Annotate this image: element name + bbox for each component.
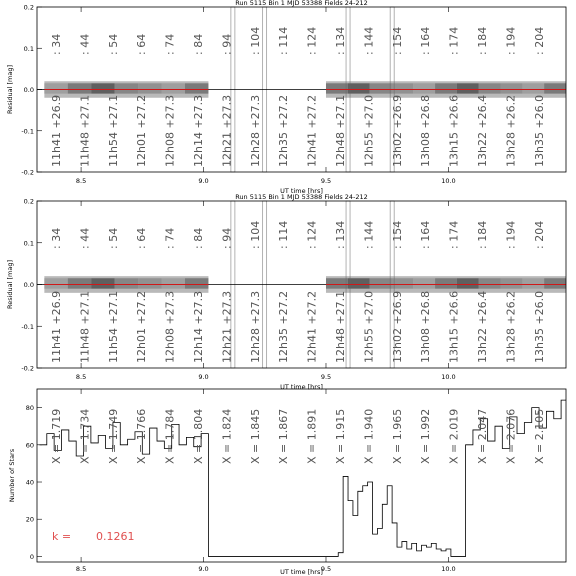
residual-middle-coverage-cell (162, 278, 185, 288)
residual-middle-coord-label: 13h22 +26.4 (476, 290, 489, 363)
residual-middle-field-label: : 94 (220, 227, 234, 249)
residual-middle-field-label: : 174 (447, 220, 461, 249)
residual-middle-title: Run 5115 Bin 1 MJD 53388 Fields 24-212 (235, 193, 368, 201)
residual-top-x-axis-label: UT time [hrs] (280, 187, 323, 195)
residual-middle-field-label: : 84 (192, 227, 205, 249)
star-count-x-axis-label: UT time [hrs] (280, 568, 323, 576)
airmass-label: X = 1.766 (135, 408, 149, 464)
residual-middle-coverage-cell (348, 278, 370, 288)
residual-middle-coverage-cell (522, 278, 544, 288)
residual-top-x-tick-label: 9.0 (198, 177, 209, 185)
airmass-label: X = 1.940 (362, 408, 376, 464)
star-count-x-tick-label: 8.5 (75, 565, 87, 573)
residual-middle-field-label: : 204 (532, 220, 546, 249)
residual-top-coord-label: 12h08 +27.3 (163, 94, 177, 167)
residual-top-coverage-cell (413, 83, 435, 93)
airmass-label: X = 1.719 (50, 408, 63, 464)
residual-middle-coverage-cell (68, 278, 91, 288)
residual-top-coverage-cell (501, 83, 523, 93)
residual-top-field-label: : 164 (419, 26, 433, 55)
residual-top-field-label: : 104 (248, 26, 262, 55)
residual-top-coord-label: 11h54 +27.1 (106, 94, 120, 167)
residual-top-coverage-cell (435, 83, 457, 93)
residual-middle-y-tick-label: -0.1 (21, 322, 34, 331)
residual-top-coord-label: 13h02 +26.9 (390, 94, 404, 167)
residual-middle-x-tick-label: 8.5 (75, 373, 87, 381)
residual-middle-coverage-cell (185, 278, 208, 288)
residual-top-coord-label: 11h48 +27.1 (78, 94, 92, 167)
airmass-label: X = 1.749 (106, 408, 120, 464)
star-count-y-axis-label: Number of Stars (8, 448, 16, 503)
residual-top-coverage-cell (391, 83, 413, 93)
residual-middle-field-label: : 104 (248, 220, 262, 249)
residual-middle-x-axis-label: UT time [hrs] (280, 383, 323, 391)
residual-top-field-label: : 54 (106, 33, 120, 55)
residual-top-coord-label: 12h48 +27.1 (334, 94, 347, 167)
residual-top-coord-label: 13h08 +26.8 (419, 94, 433, 167)
residual-panel-middle (6, 193, 566, 391)
residual-top-coord-label: 13h28 +26.2 (504, 94, 518, 167)
residual-middle-field-label: : 194 (504, 220, 518, 249)
residual-middle-coord-label: 13h08 +26.8 (419, 290, 433, 363)
residual-middle-y-tick-label: 0.2 (23, 197, 34, 206)
residual-middle-coverage-cell (370, 278, 392, 288)
residual-top-y-tick-label: -0.1 (21, 127, 34, 136)
airmass-label: X = 1.845 (248, 408, 262, 464)
residual-middle-field-label: : 54 (106, 227, 120, 249)
airmass-label: X = 1.867 (277, 408, 291, 464)
airmass-label: X = 2.019 (447, 408, 461, 464)
residual-middle-coverage-cell (457, 278, 479, 288)
residual-middle-field-label: : 164 (419, 220, 433, 249)
residual-top-x-tick-label: 8.5 (75, 177, 87, 185)
residual-top-coord-label: 13h35 +26.0 (532, 94, 546, 167)
residual-top-coord-label: 11h41 +26.9 (50, 94, 63, 167)
residual-middle-coverage-cell (391, 278, 413, 288)
residual-middle-coverage-cell (138, 278, 161, 288)
airmass-label: X = 1.992 (419, 408, 433, 464)
residual-top-title: Run 5115 Bin 1 MJD 53388 Fields 24-212 (235, 0, 368, 7)
residual-top-y-tick-label: -0.2 (21, 168, 34, 177)
airmass-label: X = 1.784 (163, 408, 177, 464)
airmass-label: X = 2.047 (476, 408, 489, 464)
residual-top-coord-label: 12h14 +27.3 (192, 94, 205, 167)
residual-top-coverage-cell (115, 83, 138, 93)
airmass-label: X = 2.076 (504, 408, 518, 464)
residual-top-coverage-cell (544, 83, 566, 93)
residual-middle-field-label: : 64 (135, 227, 149, 249)
star-count-x-tick-label: 9.5 (320, 565, 332, 573)
residual-top-y-tick-label: 0.0 (23, 86, 34, 94)
star-count-y-tick-label: 40 (25, 478, 34, 487)
k-label: k = (52, 530, 72, 543)
residual-top-coord-label: 12h28 +27.3 (248, 94, 262, 167)
residual-middle-coord-label: 12h08 +27.3 (163, 290, 177, 363)
residual-top-coverage-cell (44, 83, 67, 93)
residual-middle-y-tick-label: -0.2 (21, 364, 34, 373)
residual-middle-field-label: : 154 (390, 220, 404, 249)
residual-top-y-axis-label: Residual [mag] (6, 64, 14, 115)
residual-top-coverage-cell (348, 83, 370, 93)
residual-middle-field-label: : 144 (362, 220, 376, 249)
star-count-y-tick-label: 80 (25, 404, 34, 413)
residual-middle-coord-label: 12h55 +27.0 (362, 290, 376, 363)
residual-middle-coord-label: 12h48 +27.1 (334, 290, 347, 363)
residual-middle-y-tick-label: 0.0 (23, 281, 34, 289)
residual-middle-field-label: : 34 (50, 227, 63, 249)
residual-top-coord-label: 12h35 +27.2 (277, 94, 291, 167)
residual-top-coverage-cell (91, 83, 114, 93)
residual-middle-coverage-cell (91, 278, 114, 288)
residual-top-coord-label: 12h01 +27.2 (135, 94, 149, 167)
residual-middle-field-label: : 184 (476, 220, 489, 249)
residual-top-coverage-cell (479, 83, 501, 93)
residual-top-coverage-cell (162, 83, 185, 93)
residual-middle-coverage-cell (479, 278, 501, 288)
residual-middle-coverage-cell (544, 278, 566, 288)
residual-top-field-label: : 34 (50, 33, 63, 55)
residual-middle-coverage-cell (501, 278, 523, 288)
residual-middle-coord-label: 11h48 +27.1 (78, 290, 92, 363)
residual-middle-coverage-cell (115, 278, 138, 288)
residual-top-x-tick-label: 9.5 (320, 177, 332, 185)
airmass-label: X = 2.105 (532, 408, 546, 464)
residual-top-coord-label: 12h21 +27.3 (220, 94, 234, 167)
residual-top-field-label: : 174 (447, 26, 461, 55)
residual-top-coord-label: 13h15 +26.6 (447, 94, 461, 167)
residual-middle-coord-label: 13h35 +26.0 (532, 290, 546, 363)
residual-middle-coord-label: 13h02 +26.9 (390, 290, 404, 363)
airmass-label: X = 1.915 (334, 408, 347, 464)
airmass-label: X = 1.891 (305, 408, 319, 464)
star-count-y-tick-label: 60 (25, 441, 34, 450)
residual-middle-coverage-cell (326, 278, 348, 288)
residual-top-coverage-cell (138, 83, 161, 93)
residual-top-field-label: : 124 (305, 26, 319, 55)
residual-middle-coverage-cell (413, 278, 435, 288)
residual-middle-coord-label: 13h28 +26.2 (504, 290, 518, 363)
star-count-x-tick-label: 10.0 (441, 565, 456, 573)
residual-top-coverage-cell (457, 83, 479, 93)
residual-top-field-label: : 94 (220, 33, 234, 55)
residual-middle-coord-label: 12h14 +27.3 (192, 290, 205, 363)
residual-middle-field-label: : 44 (78, 227, 92, 249)
residual-top-field-label: : 74 (163, 33, 177, 55)
residual-middle-y-tick-label: 0.1 (23, 239, 34, 248)
residual-top-field-label: : 64 (135, 33, 149, 55)
k-value: 0.1261 (96, 530, 135, 543)
airmass-label: X = 1.734 (78, 408, 92, 464)
residual-middle-field-label: : 114 (277, 220, 291, 249)
residual-top-field-label: : 184 (476, 26, 489, 55)
residual-middle-coord-label: 12h35 +27.2 (277, 290, 291, 363)
airmass-label: X = 1.965 (390, 408, 404, 464)
residual-middle-coverage-cell (435, 278, 457, 288)
residual-top-coverage-cell (326, 83, 348, 93)
star-count-y-tick-label: 20 (25, 515, 34, 524)
residual-top-field-label: : 194 (504, 26, 518, 55)
residual-top-y-tick-label: 0.1 (23, 44, 34, 53)
residual-top-field-label: : 144 (362, 26, 376, 55)
residual-top-coverage-cell (68, 83, 91, 93)
residual-middle-field-label: : 134 (334, 220, 347, 249)
residual-top-coord-label: 12h41 +27.2 (305, 94, 319, 167)
residual-top-field-label: : 114 (277, 26, 291, 55)
star-count-y-tick-label: 0 (29, 552, 34, 561)
residual-middle-coord-label: 12h41 +27.2 (305, 290, 319, 363)
residual-middle-coverage-cell (44, 278, 67, 288)
residual-top-field-label: : 44 (78, 33, 92, 55)
star-count-panel (8, 389, 566, 576)
airmass-label: X = 1.824 (220, 408, 234, 464)
residual-middle-coord-label: 12h01 +27.2 (135, 290, 149, 363)
residual-top-field-label: : 204 (532, 26, 546, 55)
residual-top-field-label: : 134 (334, 26, 347, 55)
residual-middle-coord-label: 12h21 +27.3 (220, 290, 234, 363)
residual-middle-coord-label: 11h54 +27.1 (106, 290, 120, 363)
residual-middle-coord-label: 13h15 +26.6 (447, 290, 461, 363)
residual-middle-x-tick-label: 9.5 (320, 373, 332, 381)
residual-top-coverage-cell (185, 83, 208, 93)
residual-middle-coord-label: 12h28 +27.3 (248, 290, 262, 363)
residual-panel-top (6, 0, 566, 195)
residual-middle-field-label: : 74 (163, 227, 177, 249)
residual-middle-x-tick-label: 9.0 (198, 373, 209, 381)
residual-middle-x-tick-label: 10.0 (441, 373, 456, 381)
residual-top-x-tick-label: 10.0 (441, 177, 456, 185)
residual-middle-field-label: : 124 (305, 220, 319, 249)
residual-top-coverage-cell (370, 83, 392, 93)
residual-top-coord-label: 12h55 +27.0 (362, 94, 376, 167)
residual-top-coverage-cell (522, 83, 544, 93)
star-count-x-tick-label: 9.0 (198, 565, 209, 573)
residual-top-y-tick-label: 0.2 (23, 3, 34, 12)
residual-top-coord-label: 13h22 +26.4 (476, 94, 489, 167)
residual-top-field-label: : 84 (192, 33, 205, 55)
residual-top-field-label: : 154 (390, 26, 404, 55)
residual-middle-y-axis-label: Residual [mag] (6, 259, 14, 310)
airmass-label: X = 1.804 (192, 408, 205, 464)
residual-middle-coord-label: 11h41 +26.9 (50, 290, 63, 363)
